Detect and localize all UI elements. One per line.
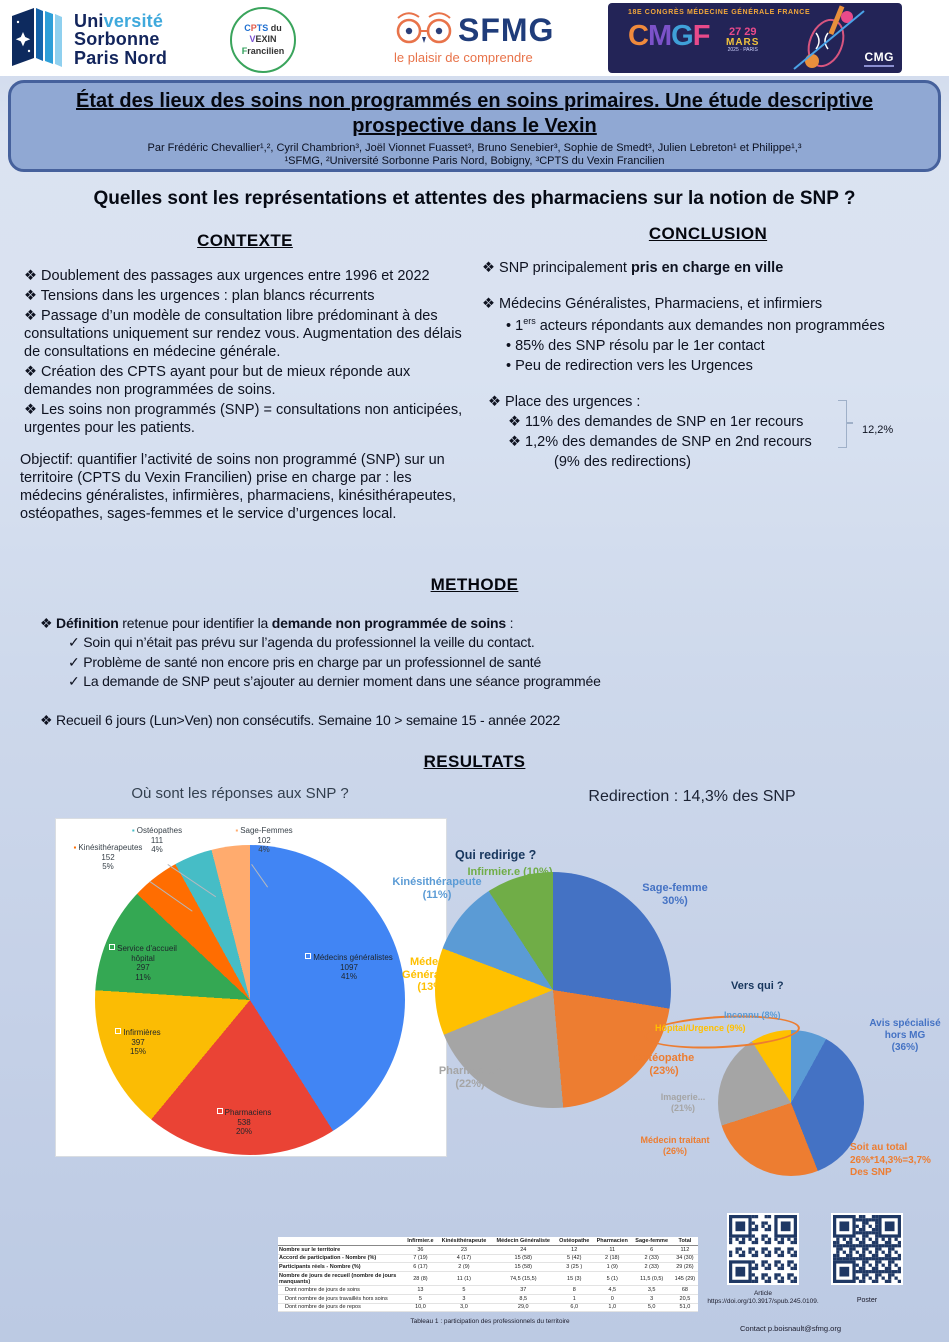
table-cell: 2 (18) — [593, 1254, 632, 1263]
redirection-title: Redirection : 14,3% des SNP — [588, 788, 796, 805]
table-cell: 1 — [555, 1294, 592, 1303]
pie2-label-pharmacien: Pharmacien (22%) — [438, 1065, 502, 1090]
methode-check: ✓ La demande de SNP peut s’ajouter au dernier moment dans une séance programmée — [68, 673, 920, 690]
table-cell: 2 (33) — [632, 1254, 672, 1263]
methode-body — [40, 615, 920, 732]
table-cell: 11 (1) — [437, 1271, 491, 1286]
contexte-bullet: ❖ Création des CPTS ayant pour but de mieux réponde aux demandes non programmées de soins. — [24, 364, 472, 400]
table-cell: 8 — [555, 1286, 592, 1295]
legend-square-icon: ▪ — [73, 843, 77, 852]
legend-square-icon: ▪ — [131, 826, 135, 835]
methode-definition: ❖ Définition retenue pour identifier la demande non programmée de soins : — [40, 615, 920, 632]
legend-square-icon — [115, 1028, 121, 1034]
pie1-label-osteopathes: ▪ Ostéopathes 111 4% — [131, 826, 183, 855]
table-row-label: Accord de participation - Nombre (%) — [278, 1254, 404, 1263]
article-qr-code[interactable] — [727, 1213, 799, 1285]
conclusion-heading-wrap — [478, 224, 938, 244]
table-cell: 3 — [632, 1294, 672, 1303]
sorbonne-book-icon — [10, 6, 66, 73]
pie3-title: Vers qui ? — [731, 980, 784, 992]
pie2-label-sage-femme: Sage-femme 30%) — [642, 882, 708, 907]
table-cell: 24 — [491, 1246, 555, 1255]
conclusion-bullet: ❖ SNP principalement pris en charge en ville — [482, 260, 932, 278]
contexte-list — [24, 268, 472, 440]
pie1-title: Où sont les réponses aux SNP ? — [131, 785, 349, 802]
table-cell: 112 — [672, 1246, 698, 1255]
objective-paragraph: Objectif: quantifier l’activité de soins non programmé (SNP) sur un territoire (CPTS du Vexin Francilien) prise en charge par : les médecins généralistes, infirmières, pharmaciens, kinésithérapeutes, ostéopathes, sages-femmes et le service d’urgences local. — [20, 452, 457, 522]
table-row-label: Dont nombre de jours de soins — [278, 1286, 404, 1295]
conclusion-sub-bullet: ❖ 1,2% des demandes de SNP en 2nd recours — [508, 434, 932, 452]
contexte-bullet: ❖ Tensions dans les urgences : plan blancs récurrents — [24, 288, 472, 306]
table-cell: 15 (58) — [491, 1263, 555, 1272]
table-row — [278, 1263, 698, 1272]
table-cell: 34 (30) — [672, 1254, 698, 1263]
header-logo-strip — [0, 0, 949, 76]
sorbonne-logo-text: Université Sorbonne Paris Nord — [74, 10, 168, 68]
table-col-header: Kinésithérapeute — [437, 1237, 491, 1246]
table-cell: 15 (3) — [555, 1271, 592, 1286]
table-row-label: Participants réels - Nombre (%) — [278, 1263, 404, 1272]
table-cell: 1 (9) — [593, 1263, 632, 1272]
table-cell: 4 (17) — [437, 1254, 491, 1263]
sfmg-name: SFMG — [458, 12, 555, 48]
poster-title: État des lieux des soins non programmés en soins primaires. Une étude descriptive prospective dans le Vexin — [76, 90, 873, 137]
pie1-label-sage-femmes: ▪ Sage-Femmes 102 4% — [235, 826, 293, 855]
sfmg-tagline: le plaisir de comprendre — [394, 50, 533, 65]
sorbonne-logo — [10, 6, 167, 73]
table-cell: 36 — [404, 1246, 437, 1255]
table-cell: 20,5 — [672, 1294, 698, 1303]
cmgf-banner-title: 18E CONGRÈS MÉDECINE GÉNÉRALE FRANCE — [628, 9, 811, 16]
table-cell: 29,0 — [491, 1303, 555, 1312]
cmgf-acronym: CMGF — [628, 20, 710, 52]
pie1-label-kinesitherapeutes: ▪ Kinésithérapeutes 152 5% — [73, 843, 143, 872]
table-cell: 6,0 — [555, 1303, 592, 1312]
table-row-label: Dont nombre de jours de repos — [278, 1303, 404, 1312]
conclusion-bullet: ❖ Place des urgences : — [488, 394, 932, 412]
article-qr-label: Article https://doi.org/10.3917/spub.245.0109. — [690, 1290, 836, 1307]
conclusion-heading: CONCLUSION — [648, 224, 768, 243]
methode-check: ✓ Problème de santé non encore pris en charge par un professionnel de santé — [68, 654, 920, 671]
article-doi-link[interactable]: https://doi.org/10.3917/spub.245.0109. — [707, 1298, 819, 1306]
conclusion-body — [482, 260, 932, 472]
table-cell: 74,5 (15,5) — [491, 1271, 555, 1286]
pie3-chart — [718, 1030, 864, 1176]
pie1-label-infirmieres: Infirmières 397 15% — [100, 1028, 176, 1057]
conclusion-bullet: ❖ Médecins Généralistes, Pharmaciens, et infirmiers — [482, 296, 932, 314]
table-cell: 3,0 — [437, 1303, 491, 1312]
table-cell: 15 (58) — [491, 1254, 555, 1263]
methode-recueil: ❖ Recueil 6 jours (Lun>Ven) non consécutifs. Semaine 10 > semaine 15 - année 2022 — [40, 712, 920, 729]
resultats-heading-wrap — [0, 752, 949, 772]
urgences-total-value: 12,2% — [862, 424, 894, 436]
contexte-heading-wrap — [20, 231, 470, 251]
pie1-label-pharmaciens: Pharmaciens 538 20% — [192, 1108, 296, 1137]
table-cell: 4,5 — [593, 1286, 632, 1295]
methode-heading-wrap — [0, 575, 949, 595]
table-cell: 3 — [437, 1294, 491, 1303]
contexte-bullet: ❖ Doublement des passages aux urgences entre 1996 et 2022 — [24, 268, 472, 286]
methode-check: ✓ Soin qui n’était pas prévu sur l’agenda du professionnel la veille du contact. — [68, 634, 920, 651]
table-cell: 2 (33) — [632, 1263, 672, 1272]
table-cell: 68 — [672, 1286, 698, 1295]
table-cell: 28 (8) — [404, 1271, 437, 1286]
title-block — [8, 80, 941, 172]
methode-heading: METHODE — [430, 575, 519, 594]
table-cell: 10,0 — [404, 1303, 437, 1312]
contexte-bullet: ❖ Les soins non programmés (SNP) = consultations non anticipées, urgentes pour les patients. — [24, 402, 472, 438]
table-cell: 37 — [491, 1286, 555, 1295]
poster-qr-label: Poster — [856, 1297, 878, 1304]
pie2-label-infirmier: Infirmier.e (10%) — [467, 866, 553, 878]
table-cell: 5 (1) — [593, 1271, 632, 1286]
table-row — [278, 1246, 698, 1255]
cmgf-congress-banner — [608, 3, 902, 73]
table-row-label: Dont nombre de jours travaillés hors soins — [278, 1294, 404, 1303]
table-cell: 12 — [555, 1246, 592, 1255]
table-col-header: Médecin Généraliste — [491, 1237, 555, 1246]
table-cell: 6 (17) — [404, 1263, 437, 1272]
resultats-heading: RESULTATS — [423, 752, 526, 771]
pie3-annotation: Soit au total 26%*14,3%=3,7% Des SNP — [850, 1142, 931, 1178]
pie3-label-imagerie: Imagerie... (21%) — [660, 1092, 706, 1113]
pie1-label-service-accueil: Service d'accueil hôpital 297 11% — [98, 944, 188, 982]
contexte-heading: CONTEXTE — [197, 231, 293, 250]
pie2-label-medecin-generaliste: Médecin Généraliste (13%) — [402, 956, 462, 994]
research-question: Quelles sont les représentations et attentes des pharmaciens sur la notion de SNP ? — [93, 188, 856, 209]
table-col-header: Total — [672, 1237, 698, 1246]
table-cell: 29 (26) — [672, 1263, 698, 1272]
table-row-label: Nombre de jours de recueil (nombre de jours manquants) — [278, 1271, 404, 1286]
table-row-label: Nombre sur le territoire — [278, 1246, 404, 1255]
table-cell: 145 (29) — [672, 1271, 698, 1286]
brace-shape — [838, 400, 847, 448]
table-col-header: Sage-femme — [632, 1237, 672, 1246]
cmgf-dates: 27 29 MARS 2025 · PARIS — [726, 26, 760, 53]
pie1-label-medecins-generalistes: Médecins généralistes 1097 41% — [302, 953, 396, 982]
legend-square-icon — [217, 1108, 223, 1114]
legend-square-icon — [109, 944, 115, 950]
table-cell: 0 — [593, 1294, 632, 1303]
table-cell: 5 (42) — [555, 1254, 592, 1263]
table-cell: 6 — [632, 1246, 672, 1255]
brace-tick — [846, 422, 853, 424]
table-cell: 8,5 — [491, 1294, 555, 1303]
table-col-header: Infirmier.e — [404, 1237, 437, 1246]
table-cell: 11 — [593, 1246, 632, 1255]
pie3-label-avis-specialise: Avis spécialisé hors MG (36%) — [869, 1018, 941, 1053]
table-cell: 1,0 — [593, 1303, 632, 1312]
table-cell: 51,0 — [672, 1303, 698, 1312]
table-row — [278, 1254, 698, 1263]
table-cell: 5 — [437, 1286, 491, 1295]
pie3-label-hopital-urgence: Hôpital/Urgence (9%) — [655, 1023, 746, 1033]
legend-square-icon: ▪ — [235, 826, 239, 835]
table-cell: 7 (19) — [404, 1254, 437, 1263]
conclusion-sub-bullet: • 1ers acteurs répondants aux demandes non programmées — [506, 316, 932, 336]
table-cell: 2 (9) — [437, 1263, 491, 1272]
conclusion-note: (9% des redirections) — [554, 453, 691, 470]
contact-line: Contact p.boisnault@sfmg.org — [740, 1324, 841, 1333]
affiliations-line: ¹SFMG, ²Université Sorbonne Paris Nord, Bobigny, ³CPTS du Vexin Francilien — [284, 155, 665, 167]
legend-square-icon — [305, 953, 311, 959]
contexte-bullet: ❖ Passage d’un modèle de consultation libre prédominant à des consultations uniquement sur rendez vous. Augmentation des délais de consultations en médecine générale. — [24, 308, 472, 362]
table-row — [278, 1303, 698, 1312]
table-col-header: Ostéopathe — [555, 1237, 592, 1246]
table-cell: 13 — [404, 1286, 437, 1295]
table-row — [278, 1271, 698, 1286]
pie3-label-medecin-traitant: Médecin traitant (26%) — [640, 1135, 710, 1156]
pie3-label-inconnu: Inconnu (8%) — [724, 1010, 781, 1020]
table-col-header: Pharmacien — [593, 1237, 632, 1246]
table-cell: 23 — [437, 1246, 491, 1255]
table-row — [278, 1294, 698, 1303]
authors-line: Par Frédéric Chevallier¹,², Cyril Chambrion³, Joël Vionnet Fuasset³, Bruno Senebier³, Sophie de Smedt³, Julien Lebreton¹ et Philippe¹,³ — [147, 142, 802, 154]
table-cell: 5,0 — [632, 1303, 672, 1312]
pie2-title: Qui redirige ? — [455, 848, 537, 862]
conclusion-sub-bullet: ❖ 11% des demandes de SNP en 1er recours — [508, 414, 932, 432]
poster-qr-code[interactable] — [831, 1213, 903, 1285]
table-col-header — [278, 1237, 404, 1246]
conclusion-sub-bullet: • Peu de redirection vers les Urgences — [506, 358, 932, 376]
pie2-label-kinesitherapeute: Kinésithérapeute (11%) — [392, 876, 482, 901]
table-header-row — [278, 1237, 698, 1246]
pie2-label-osteopathe: Ostéopathe (23%) — [633, 1052, 695, 1077]
table-caption: Tableau 1 : participation des professionnels du territoire — [410, 1318, 570, 1325]
cmg-logo: CMG — [864, 51, 894, 67]
participation-table — [278, 1237, 698, 1312]
table-cell: 11,5 (0,5) — [632, 1271, 672, 1286]
table-cell: 3,5 — [632, 1286, 672, 1295]
table-row — [278, 1286, 698, 1295]
table-cell: 5 — [404, 1294, 437, 1303]
table-cell: 3 (25 ) — [555, 1263, 592, 1272]
cpts-vexin-logo: CPTS du VEXIN Francilien — [230, 7, 296, 73]
conclusion-sub-bullet: • 85% des SNP résolu par le 1er contact — [506, 338, 932, 356]
